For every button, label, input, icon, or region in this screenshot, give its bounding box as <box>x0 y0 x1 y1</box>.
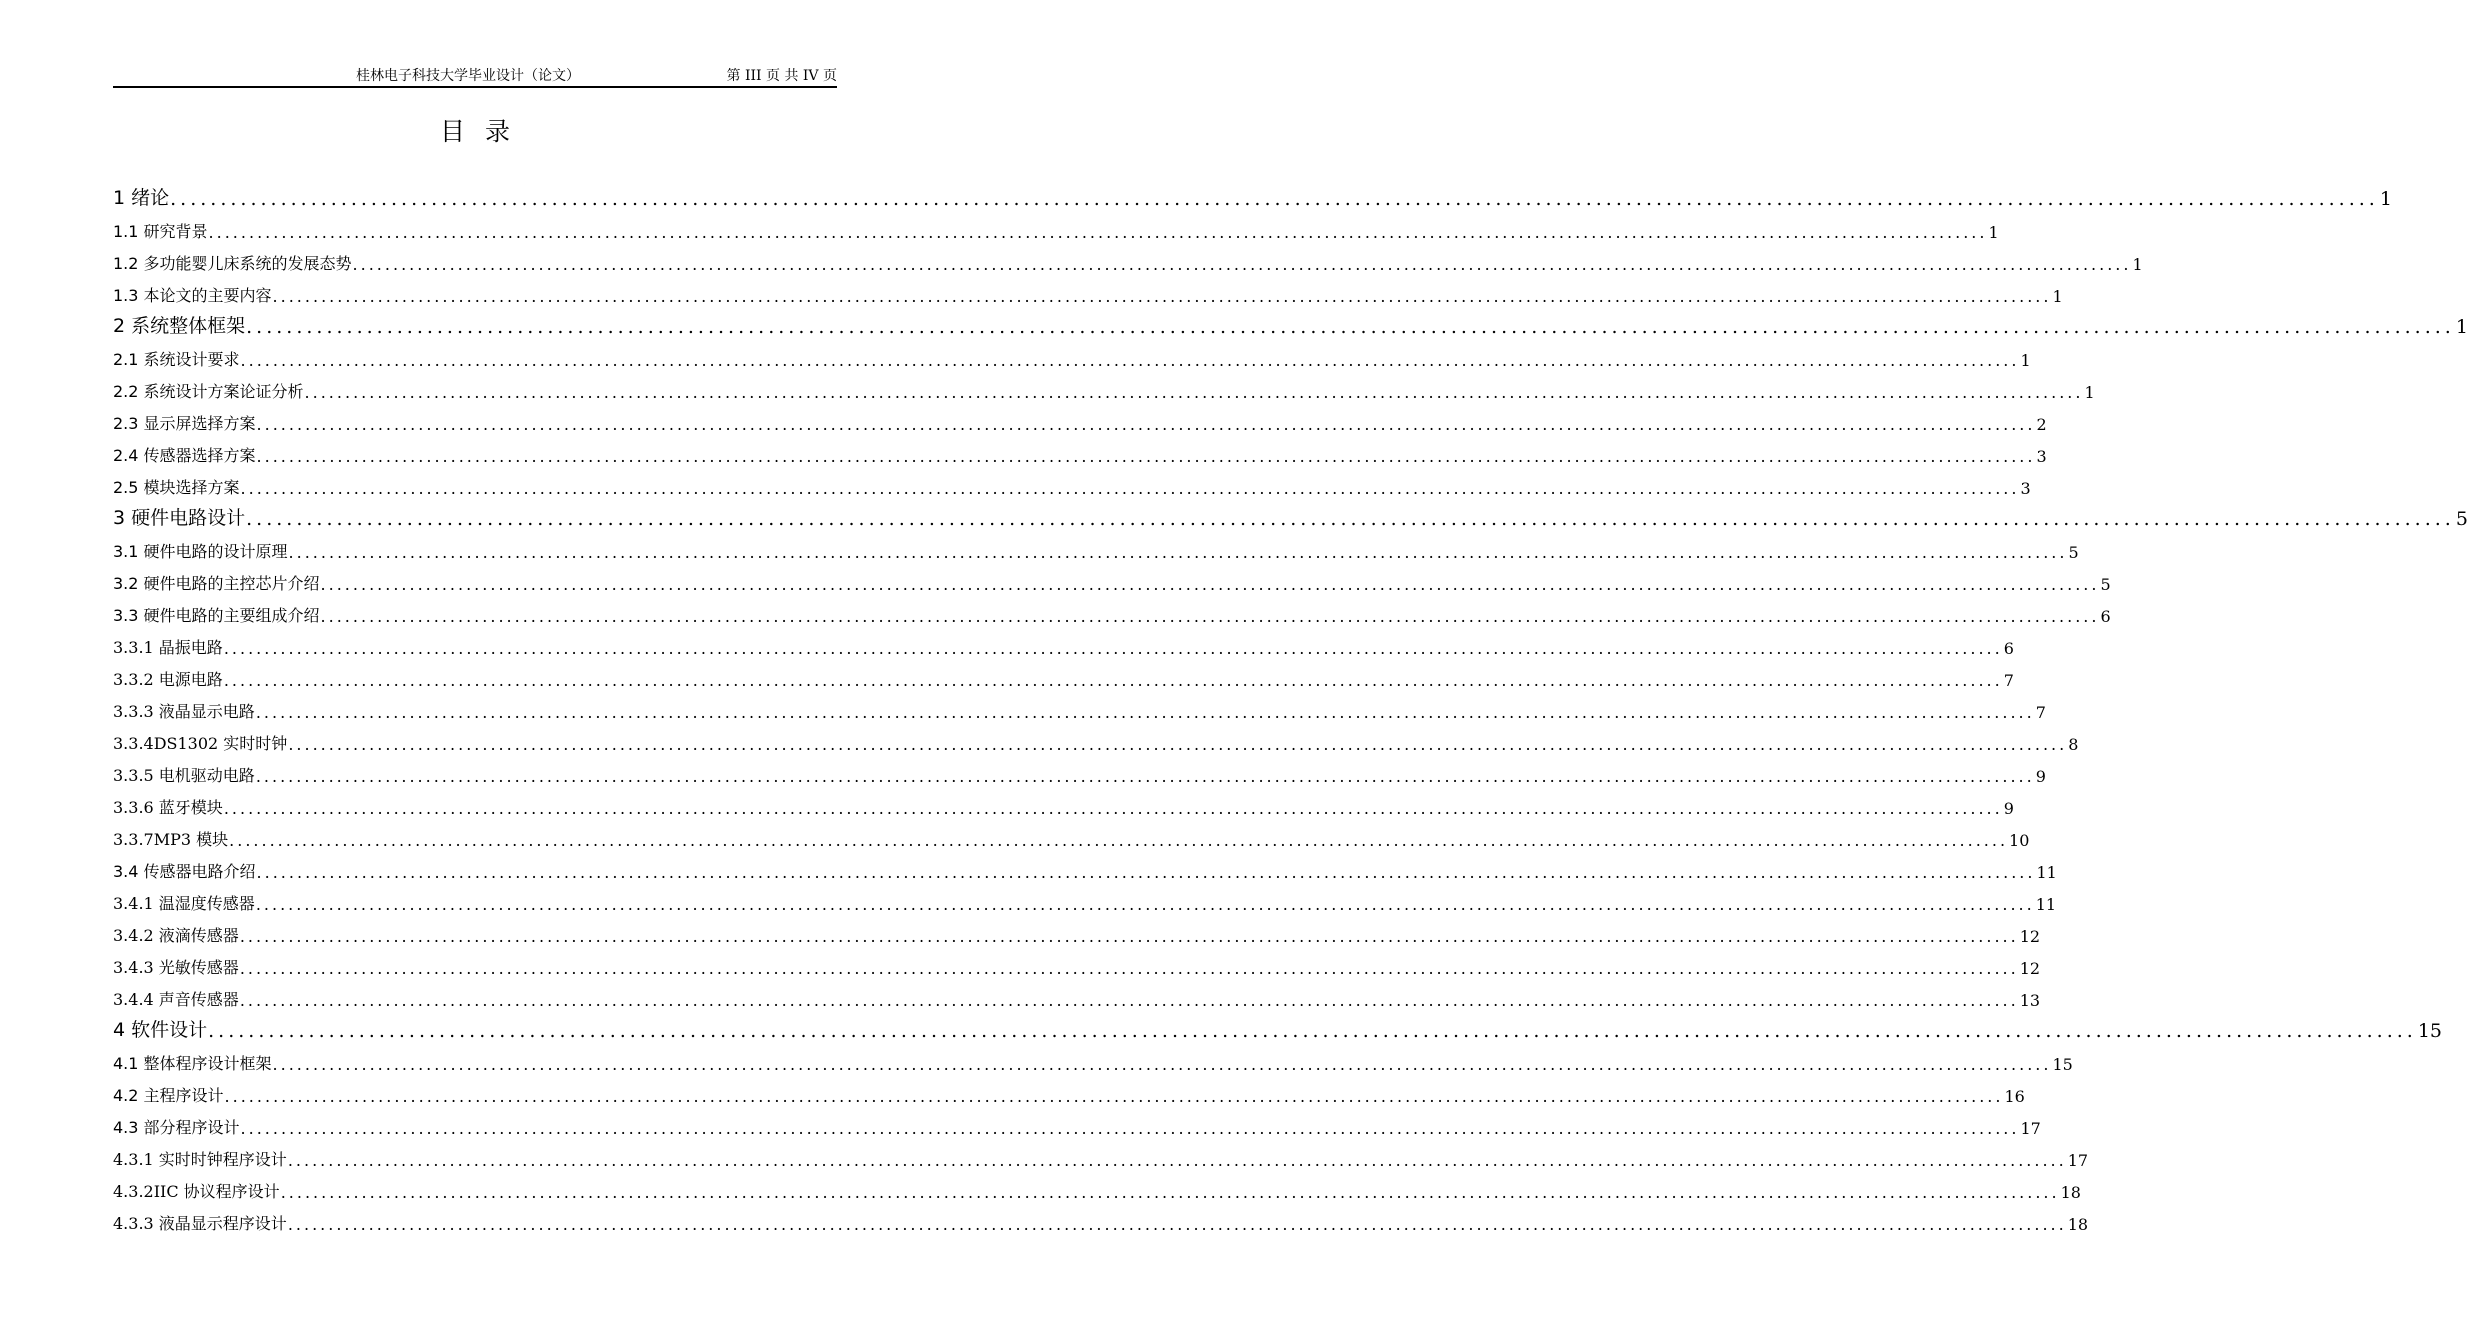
toc-entry-page: 5 <box>2455 508 2468 530</box>
header-school: 桂林电子科技大学毕业设计（论文） <box>356 68 580 84</box>
toc-entry-page: 9 <box>2003 799 2014 818</box>
toc-entry <box>113 1204 2089 1236</box>
toc-dot-leader: ............................................................................................................................................................................................................................ <box>255 767 2035 786</box>
toc-dot-leader: ............................................................................................................................................................................................................................ <box>287 1215 2067 1234</box>
toc-entry-label: 3.4 传感器电路介绍 <box>113 862 256 881</box>
toc-entry-label: 3.3.6 蓝牙模块 <box>113 798 223 817</box>
toc-entry-page: 5 <box>2100 575 2111 594</box>
toc-entry-label: 3 硬件电路设计 <box>113 507 246 529</box>
toc-entry-page: 11 <box>2035 895 2057 914</box>
header-rule <box>113 86 837 88</box>
toc-entry-label: 2.5 模块选择方案 <box>113 478 240 497</box>
toc-entry-page: 3 <box>2020 479 2031 498</box>
toc-entry <box>113 1012 2443 1044</box>
toc-entry <box>113 436 2047 468</box>
toc-dot-leader: ............................................................................................................................................................................................................................ <box>280 1183 2060 1202</box>
toc-entry-label: 3.2 硬件电路的主控芯片介绍 <box>113 574 320 593</box>
toc-dot-leader: ............................................................................................................................................................................................................................ <box>255 703 2035 722</box>
toc-entry-label: 4.3.1 实时时钟程序设计 <box>113 1150 287 1169</box>
toc-dot-leader: ............................................................................................................................................................................................................................ <box>170 188 2379 210</box>
toc-entry-page: 6 <box>2003 639 2014 658</box>
toc-entry-page: 11 <box>2036 863 2057 882</box>
toc-entry-page: 9 <box>2035 767 2046 786</box>
toc-entry-page: 1 <box>1988 223 1999 242</box>
toc-dot-leader: ............................................................................................................................................................................................................................ <box>240 479 2020 498</box>
toc-entry-label: 4.3.3 液晶显示程序设计 <box>113 1214 287 1233</box>
page-header <box>113 66 837 86</box>
toc-entry <box>113 340 2031 372</box>
toc-dot-leader: ............................................................................................................................................................................................................................ <box>208 223 1988 242</box>
toc-entry-label: 4 软件设计 <box>113 1019 208 1041</box>
toc-entry-label: 3.1 硬件电路的设计原理 <box>113 542 288 561</box>
toc-entry <box>113 1076 2025 1108</box>
toc-entry-label: 3.4.2 液滴传感器 <box>113 926 239 945</box>
toc-dot-leader: ............................................................................................................................................................................................................................ <box>246 508 2455 530</box>
toc-dot-leader: ............................................................................................................................................................................................................................ <box>239 959 2019 978</box>
toc-entry-page: 18 <box>2067 1215 2089 1234</box>
toc-entry <box>113 660 2014 692</box>
toc-entry-label: 3.3.4DS1302 实时时钟 <box>113 734 288 753</box>
toc-entry-page: 7 <box>2003 671 2014 690</box>
toc-entry-label: 3.3.1 晶振电路 <box>113 638 223 657</box>
toc-entry-label: 3.3.5 电机驱动电路 <box>113 766 255 785</box>
toc-entry-page: 7 <box>2035 703 2046 722</box>
toc-entry <box>113 692 2046 724</box>
toc-entry-label: 3.3.3 液晶显示电路 <box>113 702 255 721</box>
toc-entry-label: 1.3 本论文的主要内容 <box>113 286 272 305</box>
toc-entry-page: 3 <box>2036 447 2047 466</box>
toc-entry-label: 3.3.7MP3 模块 <box>113 830 229 849</box>
toc-entry-page: 6 <box>2100 607 2111 626</box>
toc-entry-page: 1 <box>2132 255 2143 274</box>
toc-entry <box>113 404 2047 436</box>
toc-dot-leader: ............................................................................................................................................................................................................................ <box>272 287 2052 306</box>
toc-dot-leader: ............................................................................................................................................................................................................................ <box>223 799 2003 818</box>
toc-dot-leader: ............................................................................................................................................................................................................................ <box>255 895 2035 914</box>
toc-entry <box>113 212 1999 244</box>
toc-dot-leader: ............................................................................................................................................................................................................................ <box>246 316 2455 338</box>
toc-entry <box>113 820 2030 852</box>
toc-entry-label: 3.3 硬件电路的主要组成介绍 <box>113 606 320 625</box>
toc-entry-label: 4.2 主程序设计 <box>113 1086 224 1105</box>
toc-dot-leader: ............................................................................................................................................................................................................................ <box>256 447 2036 466</box>
toc-entry-label: 2.1 系统设计要求 <box>113 350 240 369</box>
toc-entry-page: 1 <box>2455 316 2468 338</box>
toc-dot-leader: ............................................................................................................................................................................................................................ <box>272 1055 2052 1074</box>
toc-entry-label: 2.3 显示屏选择方案 <box>113 414 256 433</box>
toc-dot-leader: ............................................................................................................................................................................................................................ <box>352 255 2132 274</box>
toc-entry <box>113 276 2063 308</box>
toc-entry-label: 2 系统整体框架 <box>113 315 246 337</box>
toc-entry-page: 8 <box>2068 735 2079 754</box>
toc-dot-leader: ............................................................................................................................................................................................................................ <box>224 1087 2004 1106</box>
toc-dot-leader: ............................................................................................................................................................................................................................ <box>320 607 2100 626</box>
toc-dot-leader: ............................................................................................................................................................................................................................ <box>208 1020 2417 1042</box>
toc-entry-page: 2 <box>2036 415 2047 434</box>
toc-dot-leader: ............................................................................................................................................................................................................................ <box>304 383 2084 402</box>
toc-entry-page: 12 <box>2019 959 2041 978</box>
toc-entry <box>113 244 2143 276</box>
toc-dot-leader: ............................................................................................................................................................................................................................ <box>240 1119 2020 1138</box>
toc-entry <box>113 628 2014 660</box>
toc-entry <box>113 500 2468 532</box>
toc-entry <box>113 180 2392 212</box>
toc-entry <box>113 564 2111 596</box>
toc-entry <box>113 308 2468 340</box>
toc-dot-leader: ............................................................................................................................................................................................................................ <box>288 735 2068 754</box>
toc-entry <box>113 532 2079 564</box>
toc-dot-leader: ............................................................................................................................................................................................................................ <box>256 863 2036 882</box>
toc-dot-leader: ............................................................................................................................................................................................................................ <box>223 639 2003 658</box>
toc-entry <box>113 884 2057 916</box>
toc-entry-page: 16 <box>2004 1087 2025 1106</box>
toc-entry-label: 1 绪论 <box>113 187 170 209</box>
toc-entry-page: 18 <box>2060 1183 2081 1202</box>
toc-entry-page: 13 <box>2019 991 2041 1010</box>
toc-entry-page: 5 <box>2068 543 2079 562</box>
toc-entry-label: 2.4 传感器选择方案 <box>113 446 256 465</box>
toc-entry-label: 3.4.4 声音传感器 <box>113 990 239 1009</box>
toc-entry-page: 15 <box>2052 1055 2073 1074</box>
toc-entry-page: 1 <box>2052 287 2063 306</box>
toc-dot-leader: ............................................................................................................................................................................................................................ <box>320 575 2100 594</box>
toc-entry-label: 1.1 研究背景 <box>113 222 208 241</box>
toc-dot-leader: ............................................................................................................................................................................................................................ <box>288 543 2068 562</box>
toc-entry <box>113 1044 2073 1076</box>
toc-entry-label: 4.1 整体程序设计框架 <box>113 1054 272 1073</box>
toc-entry-page: 12 <box>2019 927 2041 946</box>
toc-entry-page: 17 <box>2067 1151 2089 1170</box>
header-page-info: 第 III 页 共 IV 页 <box>726 68 837 84</box>
toc-entry-page: 15 <box>2417 1020 2443 1042</box>
toc-title: 目录 <box>439 117 530 146</box>
toc-entry-page: 1 <box>2020 351 2031 370</box>
toc-entry-page: 17 <box>2020 1119 2041 1138</box>
toc-dot-leader: ............................................................................................................................................................................................................................ <box>229 831 2009 850</box>
toc-entry <box>113 756 2046 788</box>
toc-dot-leader: ............................................................................................................................................................................................................................ <box>287 1151 2067 1170</box>
toc-entry <box>113 916 2041 948</box>
toc-entry <box>113 980 2041 1012</box>
toc-entry <box>113 1140 2089 1172</box>
toc-entry <box>113 852 2057 884</box>
toc-entry <box>113 596 2111 628</box>
toc-entry <box>113 1108 2041 1140</box>
toc-dot-leader: ............................................................................................................................................................................................................................ <box>239 927 2019 946</box>
toc-entry-page: 10 <box>2009 831 2030 850</box>
toc-entry <box>113 948 2041 980</box>
toc-entry-page: 1 <box>2379 188 2392 210</box>
toc-dot-leader: ............................................................................................................................................................................................................................ <box>223 671 2003 690</box>
toc-entry <box>113 372 2095 404</box>
toc-entry <box>113 1172 2081 1204</box>
toc-dot-leader: ............................................................................................................................................................................................................................ <box>239 991 2019 1010</box>
toc-entry-label: 4.3.2IIC 协议程序设计 <box>113 1182 280 1201</box>
toc-entry-page: 1 <box>2084 383 2095 402</box>
toc-entry <box>113 468 2031 500</box>
toc-dot-leader: ............................................................................................................................................................................................................................ <box>256 415 2036 434</box>
toc-dot-leader: ............................................................................................................................................................................................................................ <box>240 351 2020 370</box>
toc-entry <box>113 724 2079 756</box>
toc-entry-label: 4.3 部分程序设计 <box>113 1118 240 1137</box>
toc-entry-label: 3.4.1 温湿度传感器 <box>113 894 255 913</box>
toc-entry-label: 2.2 系统设计方案论证分析 <box>113 382 304 401</box>
toc-entry-label: 1.2 多功能婴儿床系统的发展态势 <box>113 254 352 273</box>
toc-entry <box>113 788 2014 820</box>
toc-entry-label: 3.4.3 光敏传感器 <box>113 958 239 977</box>
toc-entry-label: 3.3.2 电源电路 <box>113 670 223 689</box>
